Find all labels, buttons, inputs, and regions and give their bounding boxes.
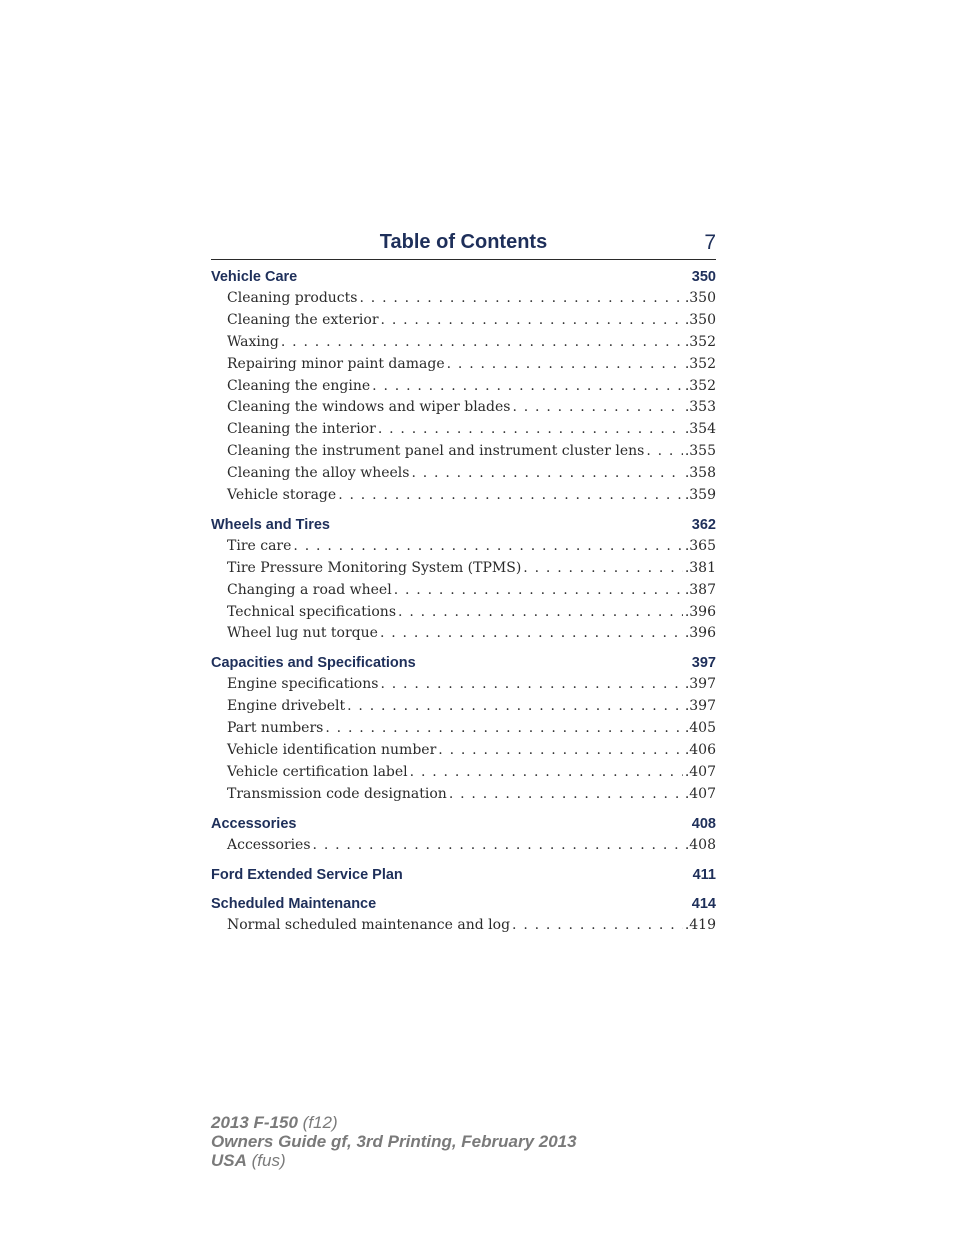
section-title: Capacities and Specifications: [211, 655, 416, 672]
entry-page-number: .355: [684, 443, 716, 460]
entry-label: Transmission code designation: [227, 785, 447, 802]
toc-entry[interactable]: [211, 674, 716, 696]
page-header: [211, 229, 716, 260]
entry-label: Vehicle storage: [227, 487, 337, 504]
dot-leader: [281, 332, 683, 354]
entry-page-number: .353: [684, 399, 716, 416]
entry-page-number: .396: [684, 603, 716, 620]
entry-page-number: .365: [684, 537, 716, 554]
entry-label: Cleaning the engine: [227, 377, 371, 394]
footer-line-1: [211, 1113, 711, 1132]
section-heading[interactable]: [211, 864, 716, 886]
section-page-number: 362: [691, 516, 716, 533]
entry-label: Vehicle certification label: [227, 763, 408, 780]
entry-page-number: .387: [684, 581, 716, 598]
entry-page-number: .381: [684, 559, 716, 576]
page-number: 7: [704, 231, 716, 254]
footer-line-3: [211, 1151, 711, 1170]
dot-leader: [646, 441, 683, 463]
table-of-contents: [211, 266, 716, 943]
toc-entry[interactable]: [211, 784, 716, 806]
toc-section: [211, 652, 716, 805]
dot-leader: [372, 376, 683, 398]
dot-leader: [512, 915, 683, 937]
dot-leader: [381, 310, 683, 332]
toc-entry[interactable]: [211, 740, 716, 762]
entry-label: Accessories: [227, 836, 311, 853]
section-title: Scheduled Maintenance: [211, 895, 377, 912]
entry-page-number: .408: [684, 836, 716, 853]
entry-page-number: .396: [684, 625, 716, 642]
toc-entry[interactable]: [211, 536, 716, 558]
entry-label: Technical specifications: [227, 603, 397, 620]
entry-label: Repairing minor paint damage: [227, 355, 445, 372]
entry-label: Engine drivebelt: [227, 698, 346, 715]
section-page-number: 414: [691, 895, 716, 912]
entry-page-number: .359: [684, 487, 716, 504]
dot-leader: [398, 602, 683, 624]
section-title: Accessories: [211, 815, 297, 832]
dot-leader: [347, 696, 683, 718]
dot-leader: [359, 288, 682, 310]
entry-label: Tire Pressure Monitoring System (TPMS): [227, 559, 522, 576]
dot-leader: [293, 536, 682, 558]
dot-leader: [410, 762, 683, 784]
toc-entry[interactable]: [211, 835, 716, 857]
entry-label: Cleaning the alloy wheels: [227, 465, 410, 482]
toc-section: [211, 893, 716, 937]
entry-page-number: .352: [684, 377, 716, 394]
entry-label: Waxing: [227, 333, 279, 350]
entry-label: Cleaning products: [227, 290, 358, 306]
toc-section: [211, 514, 716, 645]
section-page-number: 350: [691, 269, 716, 285]
entry-page-number: .352: [684, 333, 716, 350]
section-title: Ford Extended Service Plan: [211, 866, 403, 883]
toc-entry[interactable]: [211, 463, 716, 485]
toc-section: [211, 864, 716, 886]
toc-entry[interactable]: [211, 485, 716, 507]
entry-page-number: .407: [684, 785, 716, 802]
footer-model: 2013 F-150: [211, 1113, 298, 1132]
entry-page-number: .397: [684, 698, 716, 715]
entry-label: Tire care: [227, 537, 292, 554]
section-heading[interactable]: [211, 813, 716, 835]
page-title: Table of Contents: [379, 231, 548, 253]
entry-label: Cleaning the interior: [227, 421, 376, 438]
dot-leader: [411, 463, 682, 485]
section-page-number: 411: [692, 866, 716, 883]
entry-page-number: .406: [684, 742, 716, 759]
entry-page-number: .419: [684, 916, 716, 933]
entry-label: Engine specifications: [227, 676, 379, 693]
toc-entry[interactable]: [211, 332, 716, 354]
section-heading[interactable]: [211, 266, 716, 288]
section-page-number: 408: [691, 815, 716, 832]
section-heading[interactable]: [211, 893, 716, 915]
section-title: Wheels and Tires: [211, 516, 330, 533]
entry-page-number: .397: [684, 676, 716, 693]
entry-label: Normal scheduled maintenance and log: [227, 916, 511, 933]
footer-line-2: Owners Guide gf, 3rd Printing, February 2013: [211, 1132, 577, 1151]
toc-entry[interactable]: [211, 310, 716, 332]
entry-page-number: .350: [684, 311, 716, 328]
section-heading[interactable]: [211, 652, 716, 674]
entry-page-number: .358: [684, 465, 716, 482]
footer-market: USA: [211, 1151, 247, 1170]
footer-model-code: (f12): [297, 1113, 338, 1132]
dot-leader: [394, 580, 683, 602]
dot-leader: [523, 558, 683, 580]
toc-entry[interactable]: [211, 718, 716, 740]
section-heading[interactable]: [211, 514, 716, 536]
entry-page-number: .354: [684, 421, 716, 438]
entry-label: Wheel lug nut torque: [227, 625, 378, 642]
toc-entry[interactable]: [211, 696, 716, 718]
section-title: Vehicle Care: [211, 269, 298, 285]
dot-leader: [438, 740, 683, 762]
toc-entry[interactable]: [211, 397, 716, 419]
footer-market-code: (fus): [246, 1151, 286, 1170]
entry-label: Cleaning the windows and wiper blades: [227, 399, 511, 416]
entry-page-number: .405: [684, 720, 716, 737]
toc-section: [211, 266, 716, 507]
dot-leader: [338, 485, 683, 507]
toc-entry[interactable]: [211, 441, 716, 463]
toc-entry[interactable]: [211, 602, 716, 624]
dot-leader: [380, 623, 683, 645]
entry-page-number: .407: [684, 763, 716, 780]
toc-entry[interactable]: [211, 623, 716, 645]
entry-label: Changing a road wheel: [227, 581, 392, 598]
dot-leader: [447, 354, 683, 376]
dot-leader: [313, 835, 683, 857]
toc-entry[interactable]: [211, 558, 716, 580]
dot-leader: [378, 419, 683, 441]
entry-page-number: .350: [684, 290, 716, 306]
toc-entry[interactable]: [211, 915, 716, 937]
toc-entry[interactable]: [211, 288, 716, 310]
toc-entry[interactable]: [211, 376, 716, 398]
toc-entry[interactable]: [211, 762, 716, 784]
dot-leader: [325, 718, 682, 740]
dot-leader: [380, 674, 682, 696]
entry-page-number: .352: [684, 355, 716, 372]
toc-section: [211, 813, 716, 857]
toc-entry[interactable]: [211, 419, 716, 441]
entry-label: Cleaning the instrument panel and instrument cluster lens: [227, 443, 645, 460]
toc-entry[interactable]: [211, 354, 716, 376]
dot-leader: [449, 784, 683, 806]
footer: [211, 1113, 711, 1170]
dot-leader: [512, 397, 682, 419]
entry-label: Vehicle identification number: [227, 742, 437, 759]
section-page-number: 397: [691, 655, 716, 672]
entry-label: Cleaning the exterior: [227, 311, 379, 328]
toc-entry[interactable]: [211, 580, 716, 602]
entry-label: Part numbers: [227, 720, 324, 737]
